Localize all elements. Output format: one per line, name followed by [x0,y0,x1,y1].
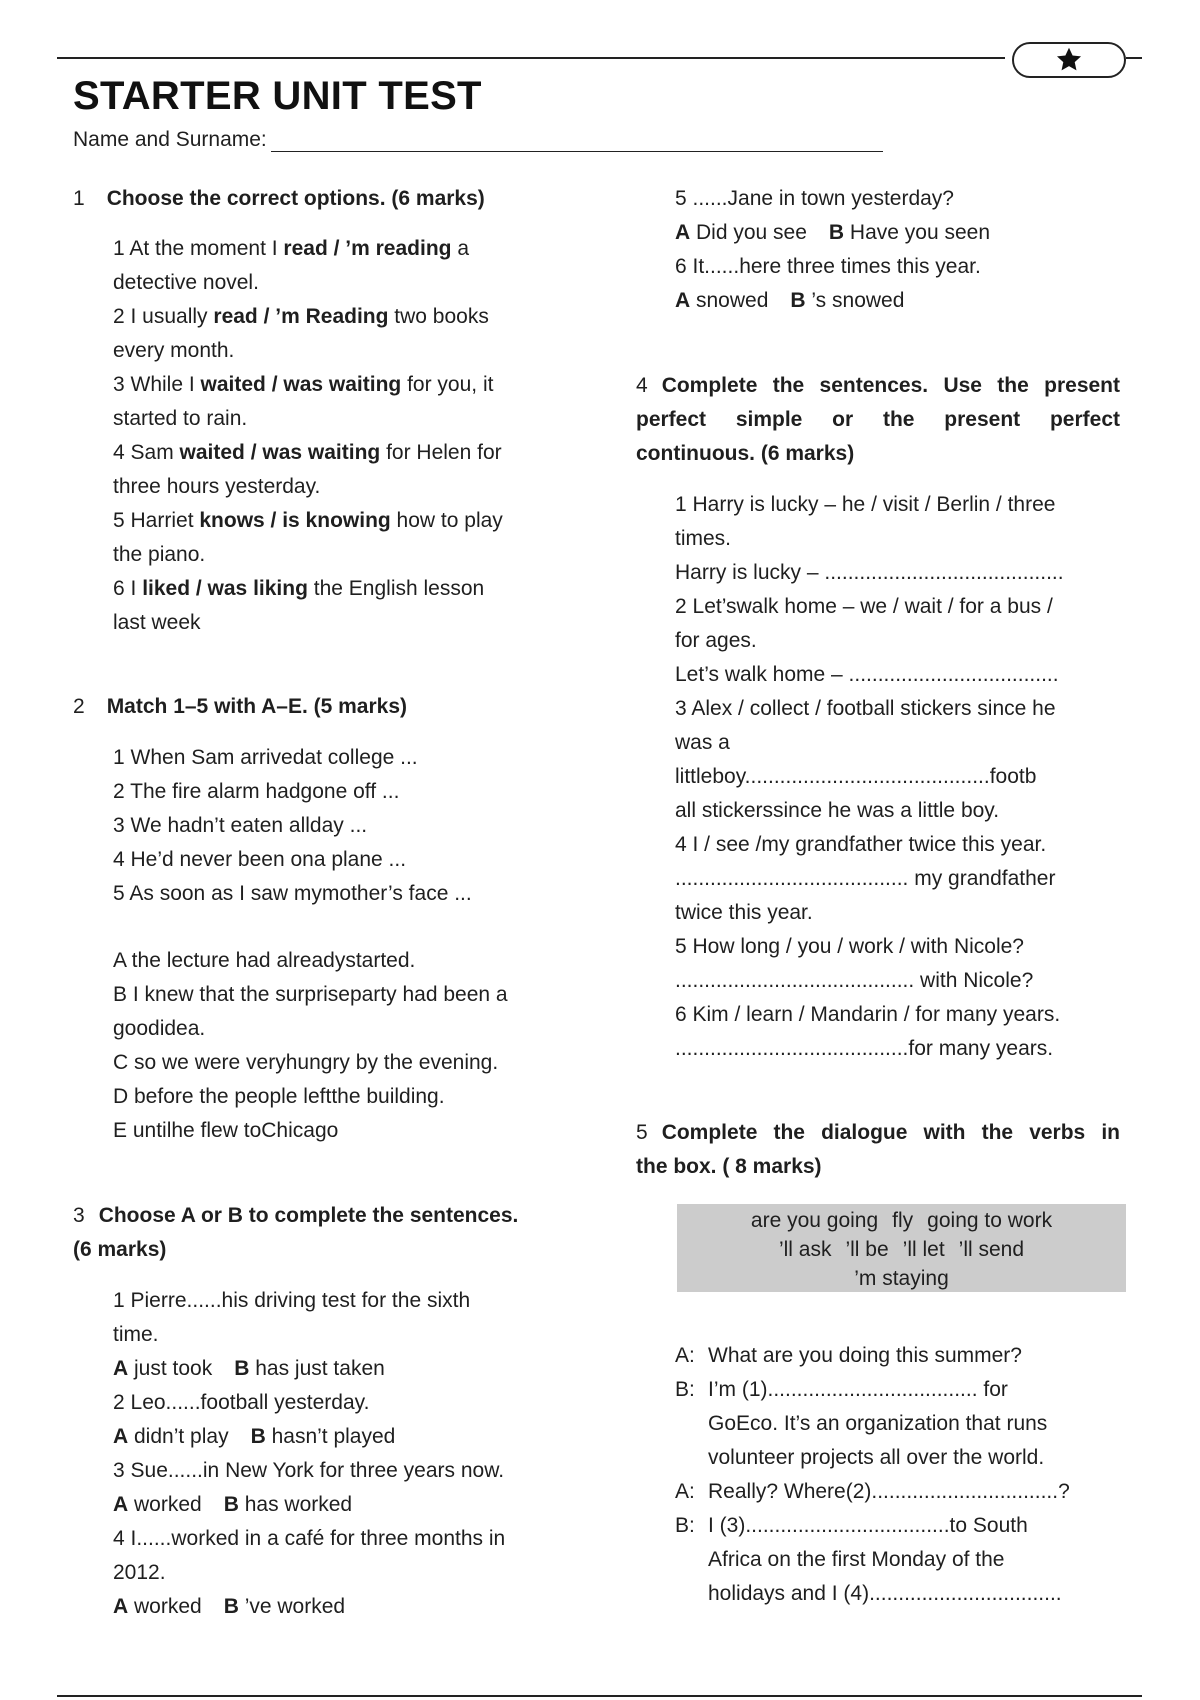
speaker-label: A: [675,1480,695,1503]
exercise-1-line [113,470,593,504]
option-b-text: ’ve worked [238,1595,346,1618]
option-b [251,1420,396,1454]
word-box-row [677,1264,1126,1293]
dialogue-line [675,1475,1125,1509]
line-text: every month. [113,339,235,362]
option-a-label: A [113,1425,129,1448]
match-answer: A the lecture had alreadystarted. [113,949,416,972]
option-b-label: B [234,1357,250,1380]
line-text: how to play [390,509,503,532]
exercise-4-line: 6 Kim / learn / Mandarin / for many years. [675,1003,1061,1026]
line-text: last week [113,611,201,634]
match-item: 4 He’d never been ona plane ... [113,848,407,871]
exercise-1-line [113,538,593,572]
option-a [113,1488,202,1522]
option-b [224,1488,352,1522]
option-b [234,1352,385,1386]
exercise-4-heading [636,369,1120,471]
dialogue-line [675,1509,1125,1543]
word-box-row [677,1235,1126,1264]
exercise-1-line [113,334,593,368]
speaker-label [675,1407,708,1441]
question-line: 3 Sue......in New York for three years now. [113,1459,505,1482]
match-item: 5 As soon as I saw mymother’s face ... [113,882,472,905]
line-text: for Helen for [380,441,502,464]
exercise-4-line: Let’s walk home – .................................... [675,663,1059,686]
question-line: 5 ......Jane in town yesterday? [675,187,954,210]
exercise-3-number: 3 [73,1204,85,1227]
top-rule [57,57,1005,59]
line-text: 3 While I [113,373,201,396]
exercise-5-title: Complete the dialogue with the verbs in [661,1121,1120,1144]
exercise-2-answers [113,944,593,1148]
answer-options [113,1488,593,1522]
option-a-text: Did you see [690,221,807,244]
line-text: 1 At the moment I [113,237,284,260]
exercise-1-line [113,232,593,266]
line-text: started to rain. [113,407,248,430]
word-box-item: are you going [750,1209,879,1232]
dialogue-text: GoEco. It’s an organization that runs [708,1412,1048,1435]
question-line: 2012. [113,1561,166,1584]
question-line: time. [113,1323,159,1346]
option-a-label: A [675,289,691,312]
exercise-4-title: Complete the sentences. Use the present [661,374,1120,397]
exercise-4-line: Harry is lucky – ......................................... [675,561,1064,584]
name-field [73,128,883,152]
line-text: the piano. [113,543,206,566]
exercise-4-line: 5 How long / you / work / with Nicole? [675,935,1024,958]
match-answer: D before the people leftthe building. [113,1085,445,1108]
option-choice: read / ’m Reading [213,305,389,328]
exercise-4-line: ........................................for many years. [675,1037,1054,1060]
page-title: STARTER UNIT TEST [73,74,482,118]
word-box-row [677,1206,1126,1235]
option-a [675,284,768,318]
word-box-item: ’ll send [958,1238,1025,1261]
exercise-1-line [113,436,593,470]
match-answer: B I knew that the surpriseparty had been a [113,983,508,1006]
exercise-4-title-line [636,369,1120,403]
option-b-text: has just taken [249,1357,385,1380]
option-b-text: Have you seen [844,221,991,244]
exercise-3-items-right [675,182,1125,318]
option-a [113,1590,202,1624]
line-text: three hours yesterday. [113,475,321,498]
exercise-4-line: ......................................... with Nicole? [675,969,1034,992]
speaker-label: B: [675,1378,695,1401]
speaker-label: A: [675,1344,695,1367]
option-a [675,216,807,250]
dialogue-text: Africa on the first Monday of the [708,1548,1005,1571]
option-a-label: A [113,1595,129,1618]
dialogue-line [675,1407,1125,1441]
line-text: a [451,237,469,260]
exercise-4-title-line [636,403,1120,437]
exercise-2-title: Match 1–5 with A–E. (5 marks) [106,695,408,718]
star-icon [1054,46,1084,74]
exercise-1-line [113,572,593,606]
word-box [677,1204,1126,1292]
dialogue-line [675,1373,1125,1407]
answer-options [113,1352,593,1386]
option-a-text: worked [128,1595,202,1618]
exercise-4-line: 2 Let’swalk home – we / wait / for a bus / [675,595,1053,618]
speaker-label [675,1543,708,1577]
option-a-label: A [675,221,691,244]
exercise-1-line [113,402,593,436]
option-a-text: snowed [690,289,769,312]
speaker-label [675,1441,708,1475]
exercise-1-title: Choose the correct options. (6 marks) [106,187,485,210]
exercise-5-title: the box. ( 8 marks) [636,1155,822,1178]
exercise-4-line: all stickerssince he was a little boy. [675,799,1000,822]
option-b [224,1590,345,1624]
bottom-rule [57,1695,1142,1697]
word-box-item: ’m staying [854,1267,949,1290]
exercise-3-items-left [113,1284,593,1624]
option-b-text: hasn’t played [265,1425,396,1448]
exercise-4-line: twice this year. [675,901,813,924]
exercise-5-title-line [636,1116,1120,1150]
line-text: 6 I [113,577,143,600]
dialogue-text: I’m (1).................................... for [708,1378,1008,1401]
line-text: for you, it [401,373,494,396]
option-b-label: B [790,289,806,312]
dialogue-text: I (3)...................................to South [708,1514,1028,1537]
exercise-1-number: 1 [73,187,85,210]
match-item: 2 The fire alarm hadgone off ... [113,780,400,803]
exercise-5-number: 5 [636,1121,648,1144]
exercise-4-line: 3 Alex / collect / football stickers since he [675,697,1056,720]
option-b-label: B [223,1595,239,1618]
exercise-4-title: continuous. (6 marks) [636,442,855,465]
line-text: two books [388,305,489,328]
exercise-4-line: 1 Harry is lucky – he / visit / Berlin / three [675,493,1056,516]
exercise-1-line [113,504,593,538]
exercise-4-line: times. [675,527,732,550]
top-rule-tail [1126,57,1142,59]
option-b-text: ’s snowed [805,289,905,312]
option-choice: waited / was waiting [179,441,381,464]
exercise-1-line [113,300,593,334]
question-line: 6 It......here three times this year. [675,255,981,278]
answer-options [113,1590,593,1624]
option-a-text: didn’t play [128,1425,229,1448]
exercise-5-dialogue [675,1339,1125,1611]
exercise-4-line: was a [675,731,730,754]
word-box-item: ’ll ask [778,1238,832,1261]
name-label: Name and Surname: [73,128,267,151]
option-b-label: B [250,1425,266,1448]
match-item: 1 When Sam arrivedat college ... [113,746,418,769]
option-b-label: B [828,221,845,244]
option-choice: knows / is knowing [199,509,391,532]
line-text: the English lesson [307,577,485,600]
line-text: 2 I usually [113,305,214,328]
match-answer: C so we were veryhungry by the evening. [113,1051,499,1074]
exercise-4-title-line [636,437,1120,471]
exercise-3-marks: (6 marks) [73,1238,167,1261]
exercise-4-line: for ages. [675,629,757,652]
exercise-5-heading [636,1116,1120,1184]
dialogue-text: volunteer projects all over the world. [708,1446,1045,1469]
exercise-4-number: 4 [636,374,648,397]
speaker-label [675,1577,708,1611]
exercise-2-heading [73,690,593,724]
name-blank-line[interactable] [271,131,883,152]
line-text: 4 Sam [113,441,180,464]
speaker-label: B: [675,1514,695,1537]
option-choice: read / ’m reading [283,237,452,260]
option-b [790,284,904,318]
option-b-text: has worked [238,1493,353,1516]
option-a-text: just took [128,1357,213,1380]
exercise-2-number: 2 [73,695,85,718]
answer-options [675,284,1125,318]
dialogue-text: Really? Where(2)................................? [708,1480,1070,1503]
question-line: 2 Leo......football yesterday. [113,1391,370,1414]
option-b-label: B [223,1493,239,1516]
exercise-2-items [113,741,593,911]
exercise-1-line [113,606,593,640]
dialogue-text: holidays and I (4)................................. [708,1582,1062,1605]
option-a-label: A [113,1493,129,1516]
line-text: detective novel. [113,271,259,294]
level-badge [1012,42,1126,78]
exercise-4-line: 4 I / see /my grandfather twice this year. [675,833,1047,856]
answer-options [113,1420,593,1454]
dialogue-text: What are you doing this summer? [708,1344,1022,1367]
match-answer: goodidea. [113,1017,206,1040]
exercise-4-line: littleboy..........................................footb [675,765,1037,788]
word-box-item: ’ll be [845,1238,889,1261]
option-a [113,1352,212,1386]
word-box-item: going to work [927,1209,1053,1232]
word-box-item: ’ll let [902,1238,945,1261]
exercise-4-line: ........................................ my grandfather [675,867,1056,890]
exercise-3-heading [73,1199,593,1267]
exercise-5-title-line [636,1150,1120,1184]
line-text: 5 Harriet [113,509,200,532]
option-a [113,1420,229,1454]
question-line: 4 I......worked in a café for three months in [113,1527,506,1550]
dialogue-line [675,1577,1125,1611]
match-item: 3 We hadn’t eaten allday ... [113,814,368,837]
question-line: 1 Pierre......his driving test for the sixth [113,1289,471,1312]
exercise-1-heading [73,182,593,216]
option-a-label: A [113,1357,129,1380]
exercise-4-title: perfect simple or the present perfect [636,408,1120,431]
dialogue-line [675,1441,1125,1475]
match-answer: E untilhe flew toChicago [113,1119,339,1142]
answer-options [675,216,1125,250]
exercise-4-items [675,488,1125,1066]
dialogue-line [675,1543,1125,1577]
option-b [829,216,990,250]
option-choice: liked / was liking [142,577,308,600]
exercise-1-items [113,232,593,640]
option-choice: waited / was waiting [200,373,402,396]
exercise-3-title: Choose A or B to complete the sentences. [98,1204,519,1227]
word-box-item: fly [892,1209,914,1232]
exercise-1-line [113,368,593,402]
exercise-1-line [113,266,593,300]
dialogue-line [675,1339,1125,1373]
option-a-text: worked [128,1493,202,1516]
